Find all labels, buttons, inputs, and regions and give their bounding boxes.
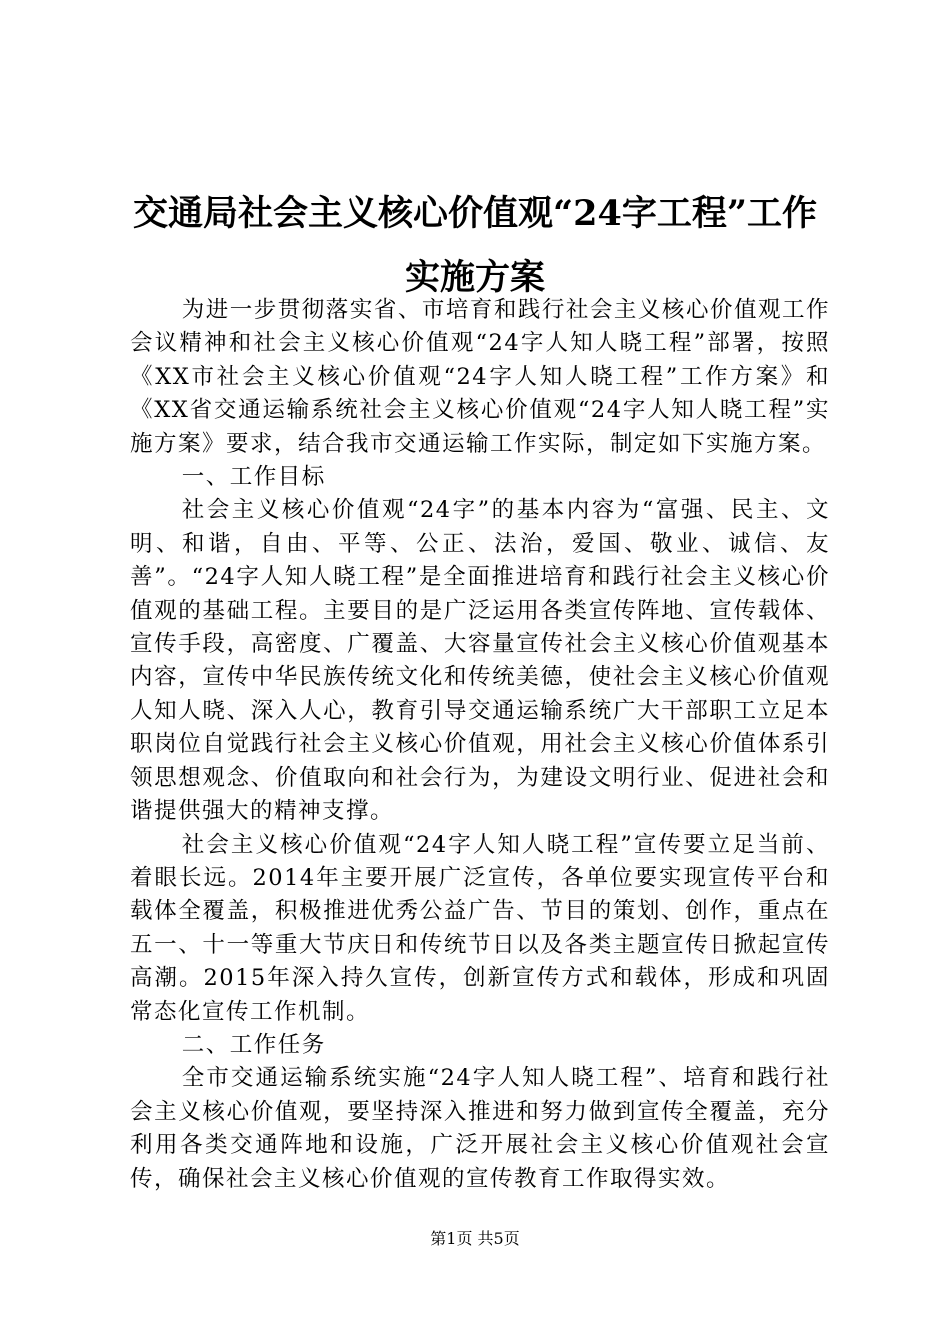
document-title: 交通局社会主义核心价值观“24字工程”工作实施方案 — [133, 193, 817, 298]
intro-paragraph: 为进一步贯彻落实省、市培育和践行社会主义核心价值观工作会议精神和社会主义核心价值观“24字人知人晓工程”部署，按照《XX市社会主义核心价值观“24字人知人晓工程”工作方案》和《XX省交通运输系统社会主义核心价值观“24字人知人晓工程”实施方案》要求，结合我市交通运输工作实际，制定如下实施方案。 — [130, 297, 830, 457]
section-heading-goals: 一、工作目标 — [181, 464, 326, 491]
goals-paragraph: 社会主义核心价值观“24字”的基本内容为“富强、民主、文明、和谐，自由、平等、公正、法治，爱国、敬业、诚信、友善”。“24字人知人晓工程”是全面推进培育和践行社会主义核心价值观的基础工程。主要目的是广泛运用各类宣传阵地、宣传载体、宣传手段，高密度、广覆盖、大容量宣传社会主义核心价值观基本内容，宣传中华民族传统文化和传统美德，使社会主义核心价值观人知人晓、深入人心，教育引导交通运输系统广大干部职工立足本职岗位自觉践行社会主义核心价值观，用社会主义核心价值体系引领思想观念、价值取向和社会行为，为建设文明行业、促进社会和谐提供强大的精神支撑。 — [130, 497, 830, 825]
timeline-paragraph: 社会主义核心价值观“24字人知人晓工程”宣传要立足当前、着眼长远。2014年主要开展广泛宣传，各单位要实现宣传平台和载体全覆盖，积极推进优秀公益广告、节目的策划、创作，重点在五一、十一等重大节庆日和传统节日以及各类主题宣传日掀起宣传高潮。2015年深入持久宣传，创新宣传方式和载体，形成和巩固常态化宣传工作机制。 — [130, 831, 830, 1025]
section-heading-tasks: 二、工作任务 — [181, 1031, 326, 1058]
document-body — [130, 294, 830, 1196]
tasks-paragraph: 全市交通运输系统实施“24字人知人晓工程”、培育和践行社会主义核心价值观，要坚持深入推进和努力做到宣传全覆盖，充分利用各类交通阵地和设施，广泛开展社会主义核心价值观社会宣传，确保社会主义核心价值观的宣传教育工作取得实效。 — [130, 1065, 830, 1192]
page-number-footer: 第1页 共5页 — [430, 1229, 520, 1248]
